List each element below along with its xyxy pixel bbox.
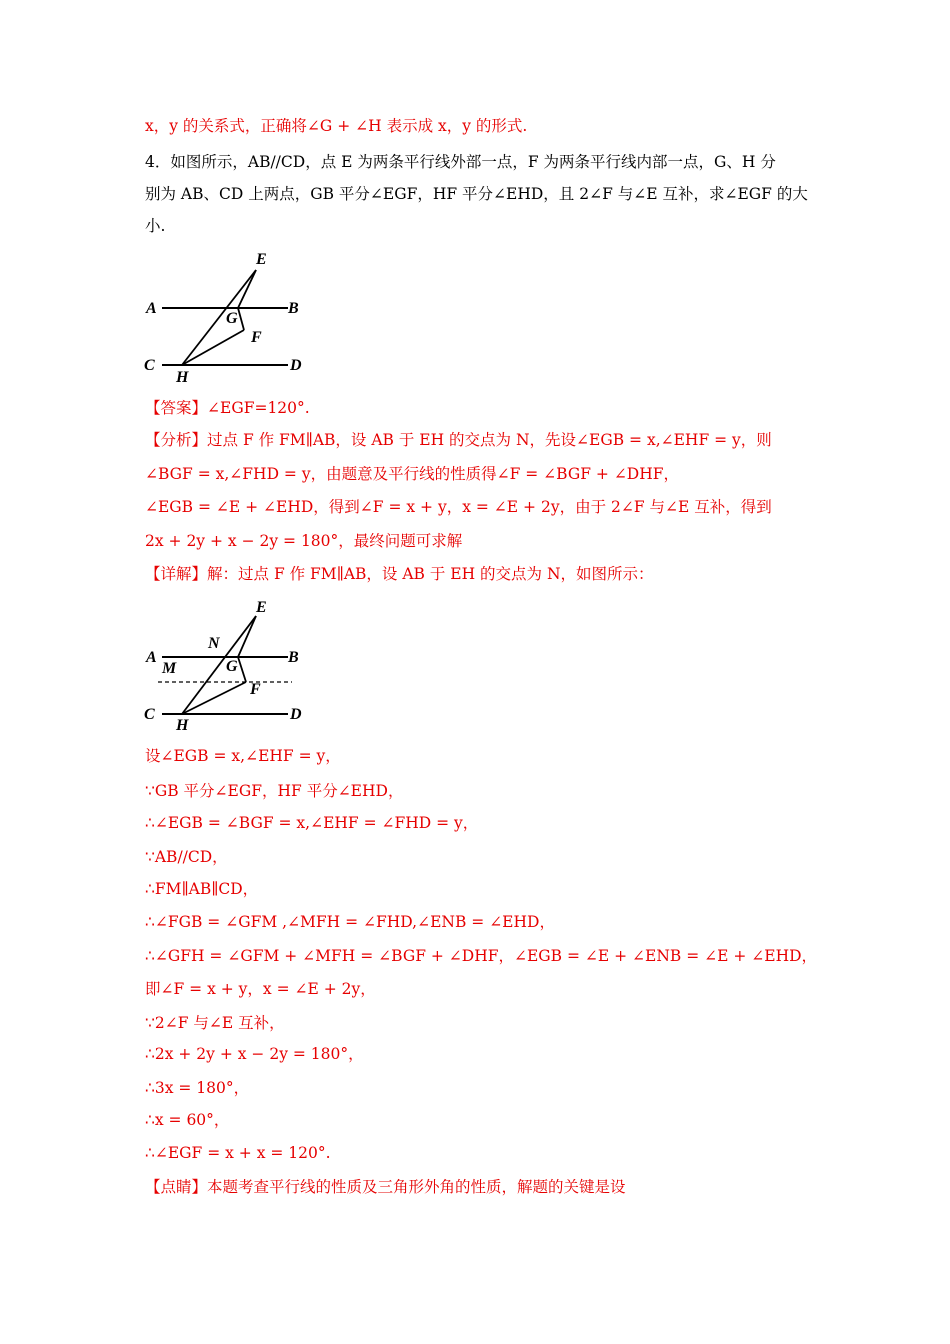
label-n-2: N xyxy=(208,635,220,652)
step-8: 即∠F = x + y，x = ∠E + 2y， xyxy=(145,980,376,998)
label-h-2: H xyxy=(176,717,189,734)
comment-line xyxy=(145,1177,626,1197)
analysis-tag: 【分析】 xyxy=(145,431,208,449)
segment-eh-2 xyxy=(182,616,256,714)
label-b-2: B xyxy=(288,649,299,666)
analysis-text-4: 2x + 2y + x − 2y = 180°，最终问题可求解 xyxy=(145,532,463,550)
answer-line xyxy=(145,398,310,418)
analysis-line-3 xyxy=(145,497,772,517)
label-d: D xyxy=(290,357,302,374)
step-5: ∴FM∥AB∥CD， xyxy=(145,880,259,898)
label-h: H xyxy=(176,369,189,386)
label-e: E xyxy=(256,251,267,268)
segment-fh xyxy=(182,330,244,365)
step-6: ∴∠FGB = ∠GFM ,∠MFH = ∠FHD,∠ENB = ∠EHD， xyxy=(145,913,555,931)
question-line-1 xyxy=(145,152,776,172)
label-c-2: C xyxy=(144,706,155,723)
comment-text: 本题考查平行线的性质及三角形外角的性质，解题的关键是设 xyxy=(207,1178,626,1196)
label-b: B xyxy=(288,300,299,317)
label-a: A xyxy=(146,300,157,317)
label-d-2: D xyxy=(290,706,302,723)
top-line-text: x，y 的关系式，正确将∠G + ∠H 表示成 x，y 的形式. xyxy=(145,117,528,135)
segment-eh xyxy=(182,270,256,365)
question-number: 4． xyxy=(145,153,171,171)
analysis-line-2 xyxy=(145,464,679,484)
question-text-3: 小. xyxy=(145,217,166,235)
analysis-text-2: ∠BGF = x,∠FHD = y，由题意及平行线的性质得∠F = ∠BGF + ∠DHF， xyxy=(145,465,680,483)
step-3: ∴∠EGB = ∠BGF = x,∠EHF = ∠FHD = y， xyxy=(145,814,479,832)
step-9: ∵2∠F 与∠E 互补， xyxy=(145,1014,285,1032)
question-line-3 xyxy=(145,216,165,236)
step-7: ∴∠GFH = ∠GFM + ∠MFH = ∠BGF + ∠DHF，∠EGB = ∠E + ∠ENB = ∠E + ∠EHD， xyxy=(145,947,818,965)
answer-tag: 【答案】 xyxy=(145,399,208,417)
label-f: F xyxy=(251,329,262,346)
step-4: ∵AB//CD， xyxy=(145,848,228,866)
figure-2-diagram xyxy=(140,596,310,736)
label-c: C xyxy=(144,357,155,374)
label-f-2: F xyxy=(250,681,261,698)
step-13: ∴∠EGF = x + x = 120°. xyxy=(145,1144,331,1162)
analysis-text-1: 过点 F 作 FM∥AB，设 AB 于 EH 的交点为 N，先设∠EGB = x,∠EHF = y，则 xyxy=(207,431,772,449)
segment-gf-2 xyxy=(238,657,246,682)
figure-1-diagram xyxy=(140,248,310,386)
label-m-2: M xyxy=(162,660,177,677)
segment-gf xyxy=(238,308,244,330)
label-a-2: A xyxy=(146,649,157,666)
step-10: ∴2x + 2y + x − 2y = 180°， xyxy=(145,1045,364,1063)
top-continuation-line xyxy=(145,116,527,136)
label-g: G xyxy=(226,310,238,327)
analysis-text-3: ∠EGB = ∠E + ∠EHD，得到∠F = x + y，x = ∠E + 2y，由于 2∠F 与∠E 互补，得到 xyxy=(145,498,772,516)
step-1: 设∠EGB = x,∠EHF = y， xyxy=(145,747,341,765)
question-text-1: 如图所示，AB//CD，点 E 为两条平行线外部一点，F 为两条平行线内部一点，G、H 分 xyxy=(170,153,776,171)
analysis-line-4 xyxy=(145,531,462,551)
step-12: ∴x = 60°， xyxy=(145,1111,230,1129)
detail-intro: 解：过点 F 作 FM∥AB，设 AB 于 EH 的交点为 N，如图所示： xyxy=(207,565,654,583)
analysis-line-1 xyxy=(145,430,772,450)
question-line-2 xyxy=(145,184,808,204)
comment-tag: 【点睛】 xyxy=(145,1178,208,1196)
step-2: ∵GB 平分∠EGF，HF 平分∠EHD， xyxy=(145,782,404,800)
answer-text: ∠EGF=120°. xyxy=(207,399,310,417)
label-g-2: G xyxy=(226,658,238,675)
question-text-2: 别为 AB、CD 上两点，GB 平分∠EGF，HF 平分∠EHD，且 2∠F 与∠E 互补，求∠EGF 的大 xyxy=(145,185,808,203)
segment-fh-2 xyxy=(182,682,246,714)
detail-tag: 【详解】 xyxy=(145,565,208,583)
step-11: ∴3x = 180°， xyxy=(145,1079,250,1097)
label-e-2: E xyxy=(256,599,267,616)
detail-line xyxy=(145,564,654,584)
